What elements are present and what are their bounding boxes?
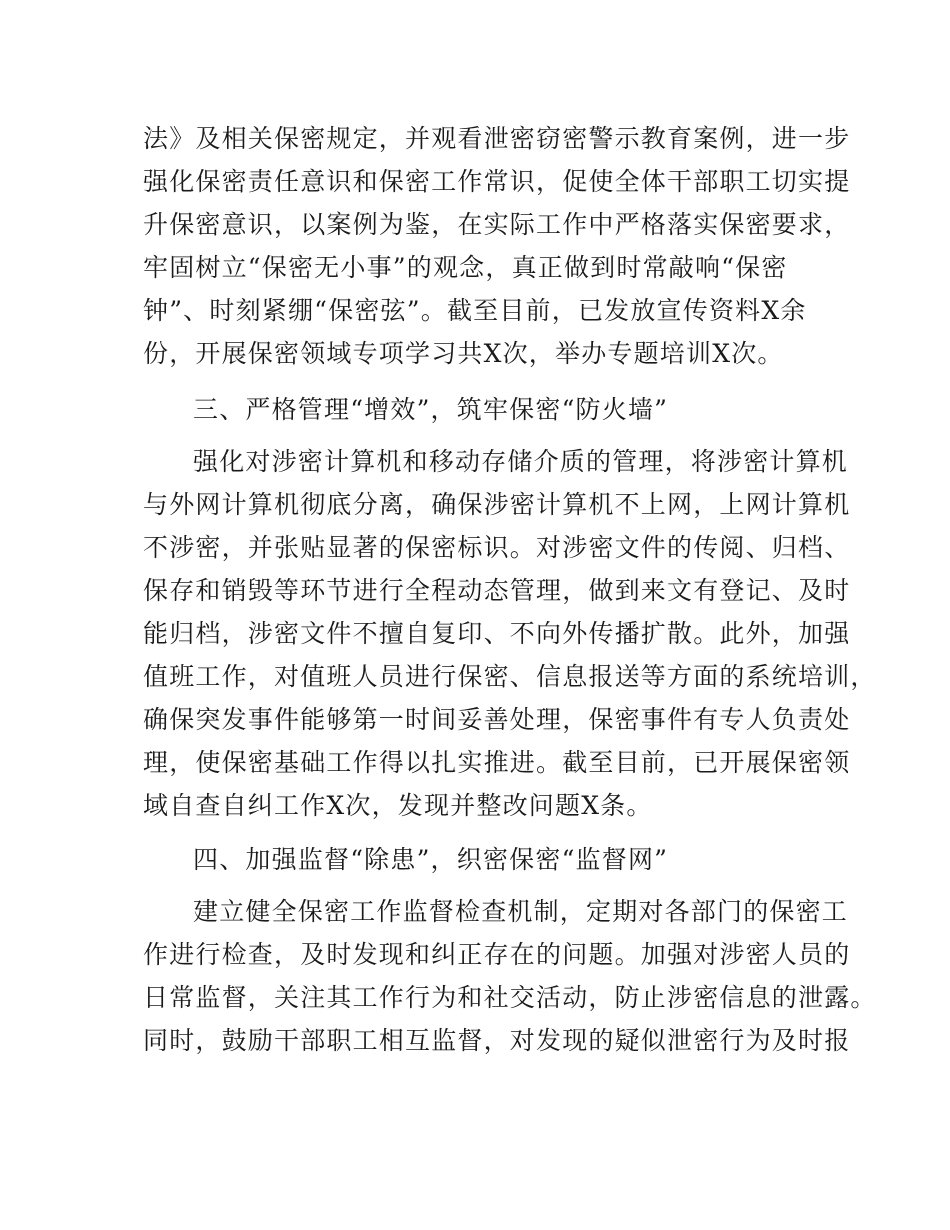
text-line: 保存和销毁等环节进行全程动态管理，做到来文有登记、及时 — [143, 576, 851, 605]
text-line: 与外网计算机彻底分离，确保涉密计算机不上网，上网计算机 — [143, 490, 851, 519]
text-line: 钟”、时刻紧绷“保密弦”。截至目前，已发放宣传资料X余 — [143, 296, 807, 325]
text-line: 作进行检查，及时发现和纠正存在的问题。加强对涉密人员的 — [143, 940, 851, 969]
text-line: 能归档，涉密文件不擅自复印、不向外传播扩散。此外，加强 — [143, 619, 851, 648]
paragraph-first-line: 强化对涉密计算机和移动存储介质的管理，将涉密计算机 — [193, 447, 849, 476]
text-line: 强化保密责任意识和保密工作常识，促使全体干部职工切实提 — [143, 167, 851, 196]
text-line: 值班工作，对值班人员进行保密、信息报送等方面的系统培训， — [143, 662, 877, 691]
text-line: 升保密意识，以案例为鉴，在实际工作中严格落实保密要求， — [143, 210, 851, 239]
text-line: 牢固树立“保密无小事”的观念，真正做到时常敲响“保密 — [143, 253, 788, 282]
text-line: 域自查自纠工作X次，发现并整改问题X条。 — [143, 791, 653, 820]
text-line: 份，开展保密领域专项学习共X次，举办专题培训X次。 — [143, 339, 784, 368]
text-line: 确保突发事件能够第一时间妥善处理，保密事件有专人负责处 — [143, 705, 851, 734]
text-line: 日常监督，关注其工作行为和社交活动，防止涉密信息的泄露。 — [143, 983, 877, 1012]
section-heading-4: 四、加强监督“除患”，织密保密“监督网” — [193, 845, 669, 874]
paragraph-first-line: 建立健全保密工作监督检查机制，定期对各部门的保密工 — [193, 897, 849, 926]
text-line: 同时，鼓励干部职工相互监督，对发现的疑似泄密行为及时报 — [143, 1026, 851, 1055]
text-line: 法》及相关保密规定，并观看泄密窃密警示教育案例，进一步 — [143, 124, 851, 153]
text-line: 理，使保密基础工作得以扎实推进。截至目前，已开展保密领 — [143, 748, 851, 777]
section-heading-3: 三、严格管理“增效”，筑牢保密“防火墙” — [193, 395, 669, 424]
text-line: 不涉密，并张贴显著的保密标识。对涉密文件的传阅、归档、 — [143, 533, 851, 562]
